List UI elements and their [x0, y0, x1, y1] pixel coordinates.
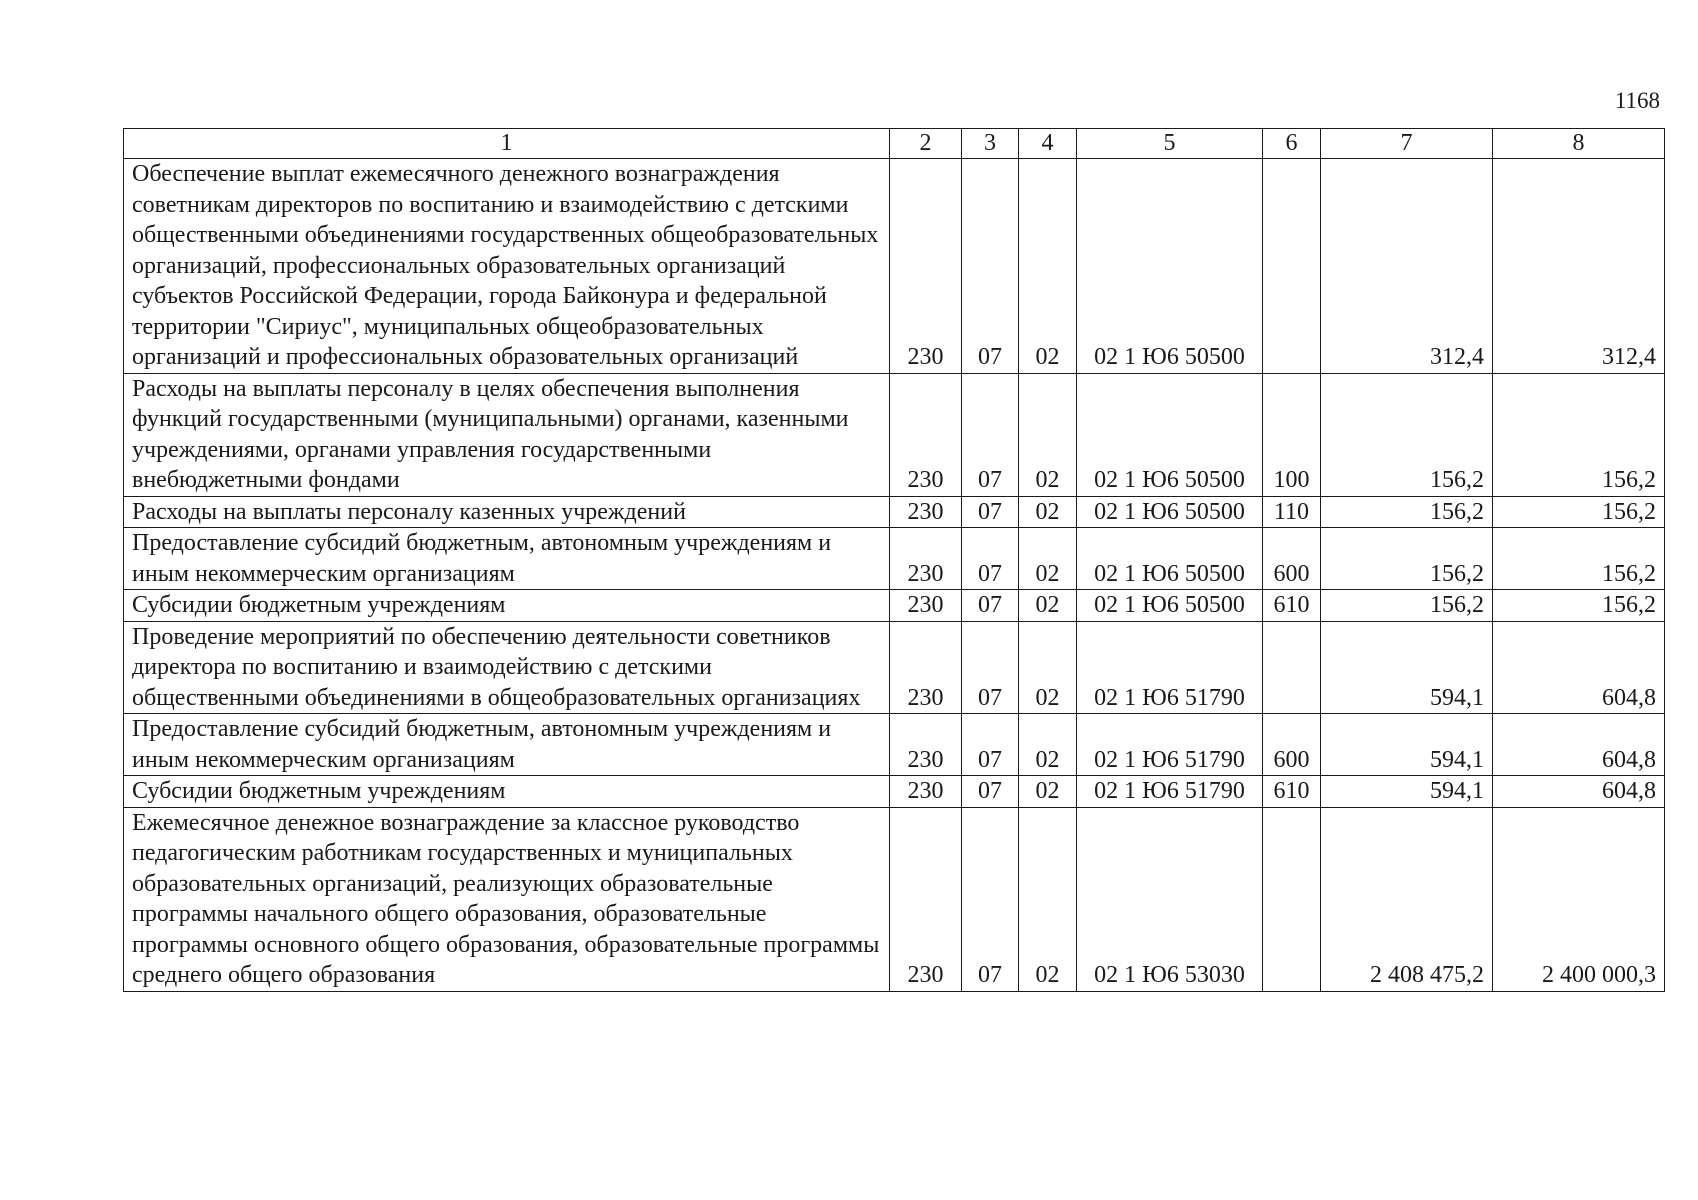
row-description: Расходы на выплаты персоналу казенных учреждений — [124, 496, 890, 528]
expense-type-code: 610 — [1263, 590, 1321, 622]
section-code: 07 — [962, 714, 1019, 776]
expense-type-code: 600 — [1263, 528, 1321, 590]
target-article-code: 02 1 Ю6 51790 — [1077, 621, 1263, 714]
row-description: Расходы на выплаты персоналу в целях обеспечения выполнения функций государственными (муниципальными) органами, казенными учреждениями, органами управления государственными внебюджетными фондами — [124, 373, 890, 496]
column-header: 5 — [1077, 129, 1263, 159]
subsection-code: 02 — [1019, 496, 1077, 528]
subsection-code: 02 — [1019, 590, 1077, 622]
expense-type-code: 110 — [1263, 496, 1321, 528]
amount-col-7: 2 408 475,2 — [1321, 807, 1493, 991]
table-row — [124, 590, 1665, 622]
section-code: 07 — [962, 621, 1019, 714]
row-description: Субсидии бюджетным учреждениям — [124, 590, 890, 622]
amount-col-8: 156,2 — [1493, 373, 1665, 496]
column-header: 8 — [1493, 129, 1665, 159]
section-code: 07 — [962, 159, 1019, 374]
ministry-code: 230 — [890, 807, 962, 991]
amount-col-8: 156,2 — [1493, 528, 1665, 590]
column-header: 1 — [124, 129, 890, 159]
subsection-code: 02 — [1019, 159, 1077, 374]
target-article-code: 02 1 Ю6 51790 — [1077, 714, 1263, 776]
column-header: 6 — [1263, 129, 1321, 159]
ministry-code: 230 — [890, 621, 962, 714]
target-article-code: 02 1 Ю6 50500 — [1077, 159, 1263, 374]
ministry-code: 230 — [890, 373, 962, 496]
subsection-code: 02 — [1019, 714, 1077, 776]
row-description: Проведение мероприятий по обеспечению деятельности советников директора по воспитанию и взаимодействию с детскими общественными объединениями в общеобразовательных организациях — [124, 621, 890, 714]
amount-col-7: 156,2 — [1321, 373, 1493, 496]
budget-table — [123, 128, 1665, 992]
table-row — [124, 776, 1665, 808]
amount-col-8: 156,2 — [1493, 496, 1665, 528]
amount-col-7: 312,4 — [1321, 159, 1493, 374]
section-code: 07 — [962, 590, 1019, 622]
column-header: 7 — [1321, 129, 1493, 159]
table-row — [124, 714, 1665, 776]
expense-type-code: 100 — [1263, 373, 1321, 496]
ministry-code: 230 — [890, 714, 962, 776]
target-article-code: 02 1 Ю6 50500 — [1077, 590, 1263, 622]
target-article-code: 02 1 Ю6 53030 — [1077, 807, 1263, 991]
row-description: Ежемесячное денежное вознаграждение за классное руководство педагогическим работникам государственных и муниципальных образовательных организаций, реализующих образовательные программы начального общего образования, образовательные программы основного общего образования, образовательные программы среднего общего образования — [124, 807, 890, 991]
table-row — [124, 159, 1665, 374]
target-article-code: 02 1 Ю6 50500 — [1077, 496, 1263, 528]
table-row — [124, 621, 1665, 714]
amount-col-7: 156,2 — [1321, 528, 1493, 590]
target-article-code: 02 1 Ю6 50500 — [1077, 528, 1263, 590]
column-header: 4 — [1019, 129, 1077, 159]
ministry-code: 230 — [890, 496, 962, 528]
expense-type-code — [1263, 159, 1321, 374]
section-code: 07 — [962, 496, 1019, 528]
amount-col-8: 604,8 — [1493, 621, 1665, 714]
section-code: 07 — [962, 373, 1019, 496]
ministry-code: 230 — [890, 776, 962, 808]
expense-type-code — [1263, 621, 1321, 714]
expense-type-code — [1263, 807, 1321, 991]
section-code: 07 — [962, 807, 1019, 991]
expense-type-code: 610 — [1263, 776, 1321, 808]
section-code: 07 — [962, 776, 1019, 808]
ministry-code: 230 — [890, 528, 962, 590]
row-description: Предоставление субсидий бюджетным, автономным учреждениям и иным некоммерческим организациям — [124, 528, 890, 590]
subsection-code: 02 — [1019, 373, 1077, 496]
subsection-code: 02 — [1019, 776, 1077, 808]
target-article-code: 02 1 Ю6 50500 — [1077, 373, 1263, 496]
ministry-code: 230 — [890, 590, 962, 622]
row-description: Предоставление субсидий бюджетным, автономным учреждениям и иным некоммерческим организациям — [124, 714, 890, 776]
table-row — [124, 807, 1665, 991]
column-header: 3 — [962, 129, 1019, 159]
amount-col-7: 594,1 — [1321, 714, 1493, 776]
expense-type-code: 600 — [1263, 714, 1321, 776]
amount-col-8: 312,4 — [1493, 159, 1665, 374]
amount-col-8: 604,8 — [1493, 776, 1665, 808]
table-row — [124, 373, 1665, 496]
target-article-code: 02 1 Ю6 51790 — [1077, 776, 1263, 808]
amount-col-7: 156,2 — [1321, 590, 1493, 622]
row-description: Обеспечение выплат ежемесячного денежного вознаграждения советникам директоров по воспитанию и взаимодействию с детскими общественными объединениями государственных общеобразовательных организаций, профессиональных образовательных организаций субъектов Российской Федерации, города Байконура и федеральной территории "Сириус", муниципальных общеобразовательных организаций и профессиональных образовательных организаций — [124, 159, 890, 374]
amount-col-8: 156,2 — [1493, 590, 1665, 622]
table-row — [124, 496, 1665, 528]
page-number: 1168 — [1614, 88, 1660, 113]
table-row — [124, 528, 1665, 590]
section-code: 07 — [962, 528, 1019, 590]
subsection-code: 02 — [1019, 807, 1077, 991]
ministry-code: 230 — [890, 159, 962, 374]
amount-col-7: 594,1 — [1321, 621, 1493, 714]
subsection-code: 02 — [1019, 621, 1077, 714]
column-number-row — [124, 129, 1665, 159]
amount-col-8: 2 400 000,3 — [1493, 807, 1665, 991]
amount-col-7: 156,2 — [1321, 496, 1493, 528]
subsection-code: 02 — [1019, 528, 1077, 590]
amount-col-8: 604,8 — [1493, 714, 1665, 776]
row-description: Субсидии бюджетным учреждениям — [124, 776, 890, 808]
column-header: 2 — [890, 129, 962, 159]
amount-col-7: 594,1 — [1321, 776, 1493, 808]
